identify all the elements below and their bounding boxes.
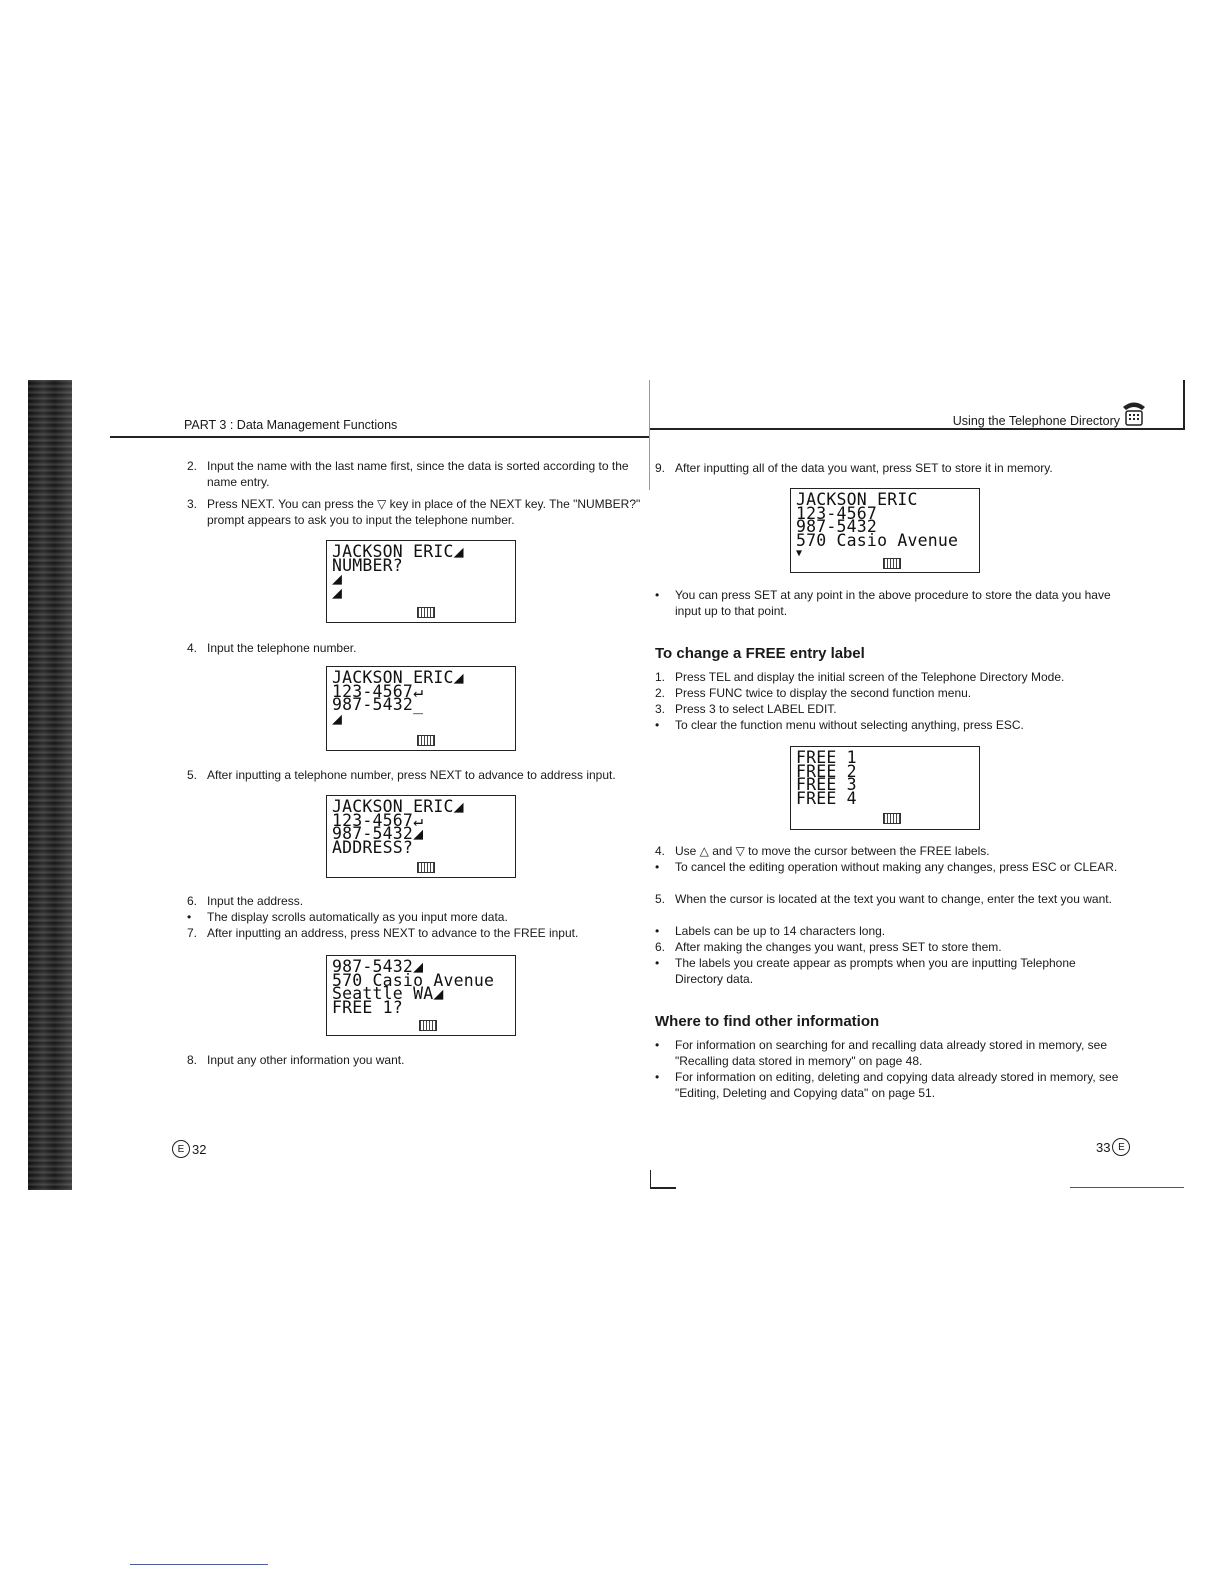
left-page-header: PART 3 : Data Management Functions xyxy=(184,418,398,432)
english-badge-icon: E xyxy=(172,1140,190,1158)
blue-line xyxy=(130,1564,268,1565)
caps-indicator-icon xyxy=(883,813,901,824)
section-title-change-free-label: To change a FREE entry label xyxy=(655,645,865,662)
crop-mark xyxy=(1070,1187,1184,1188)
lcd-screen-free-prompt: 987-5432◢ 570 Casio Avenue Seattle WA◢ FREE 1? xyxy=(326,955,516,1036)
caps-indicator-icon xyxy=(417,862,435,873)
right-page-number: 33 E xyxy=(1096,1138,1130,1156)
caps-indicator-icon xyxy=(883,558,901,569)
section-title-other-info: Where to find other information xyxy=(655,1013,880,1030)
right-edge-rule xyxy=(1183,380,1185,430)
lcd-screen-free-labels: FREE 1 FREE 2 FREE 3 FREE 4 xyxy=(790,746,980,830)
lcd-screen-stored-entry: JACKSON ERIC 123-4567 987-5432 570 Casio Avenue ▼ xyxy=(790,488,980,573)
caps-indicator-icon xyxy=(417,735,435,746)
telephone-icon xyxy=(1120,398,1148,428)
caps-indicator-icon xyxy=(419,1020,437,1031)
right-page-header: Using the Telephone Directory xyxy=(952,414,1120,428)
crop-mark xyxy=(650,1170,651,1188)
left-page-number: E 32 xyxy=(172,1140,206,1158)
english-badge-icon: E xyxy=(1112,1138,1130,1156)
lcd-screen-address-prompt: JACKSON ERIC◢ 123-4567↵ 987-5432◢ ADDRESS? xyxy=(326,795,516,878)
caps-indicator-icon xyxy=(417,607,435,618)
crop-mark xyxy=(650,1187,676,1189)
lcd-screen-number-prompt: JACKSON ERIC◢ NUMBER? ◢ ◢ xyxy=(326,540,516,623)
right-header-rule xyxy=(650,428,1184,430)
left-header-rule xyxy=(110,436,650,438)
lcd-screen-phone-input: JACKSON ERIC◢ 123-4567↵ 987-5432_ ◢ xyxy=(326,666,516,751)
scan-edge-strip xyxy=(28,380,72,1190)
